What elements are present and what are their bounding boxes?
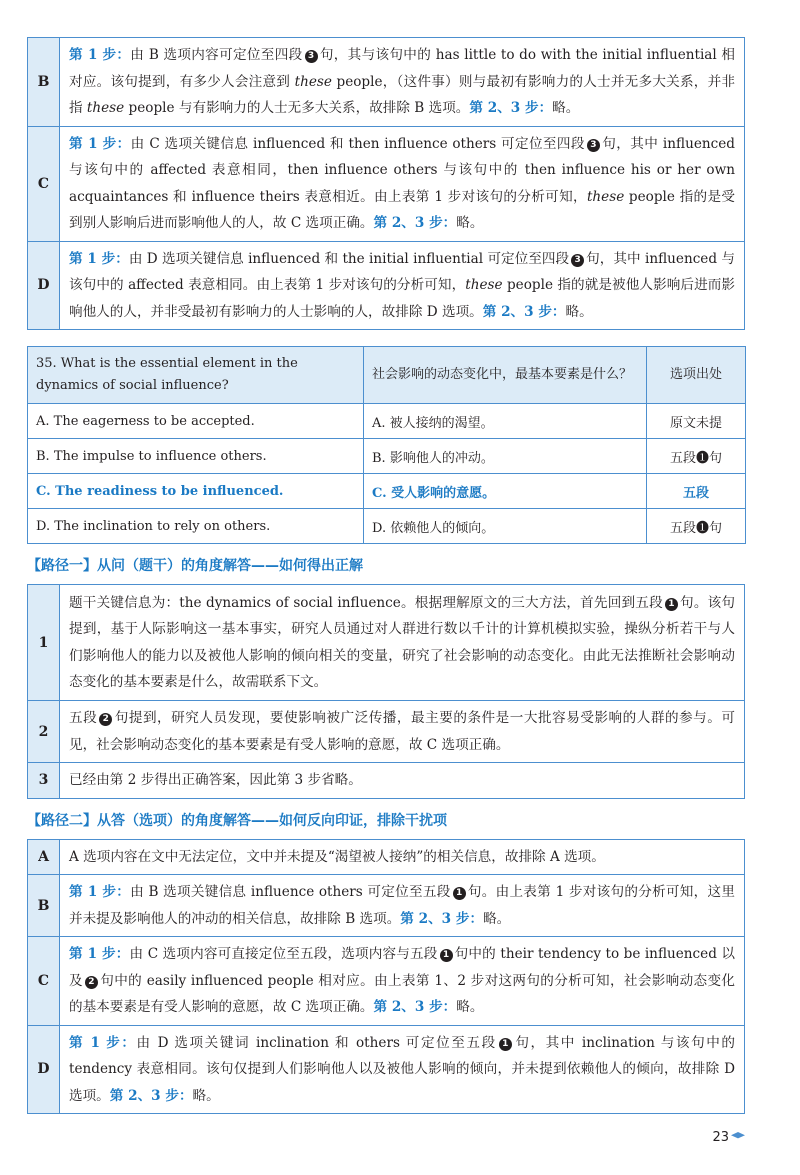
source-header: 选项出处 [647, 347, 746, 404]
text-run: 句，其中 influenced 与该句中的 affected 表意相同，then influence others 与该句中的 then influence his or her own acquaintances 和 influence theirs 表意相近。由上表第 1 步对该句的分析可知， [69, 135, 736, 205]
option-label: C [28, 937, 60, 1026]
option-row-c [28, 126, 745, 241]
path2-option-a [28, 839, 745, 875]
step-number: 1 [28, 585, 60, 701]
path2-option-d [28, 1025, 745, 1114]
step-label: 第 2、3 步： [400, 910, 484, 927]
option-label: D [28, 241, 60, 330]
text-run: 句，其与该句中的 has little to do with the initial influential 相对应。该句提到，有多少人会注意到 [69, 47, 735, 90]
path2-table [27, 839, 745, 1115]
text-run: these [465, 277, 503, 293]
choice-en: A. The eagerness to be accepted. [28, 404, 364, 439]
option-explanation [60, 38, 745, 127]
choice-zh: B. 影响他人的冲动。 [364, 439, 647, 474]
graduation-cap-icon [731, 1132, 745, 1140]
text-run: these [294, 73, 332, 90]
sentence-number-badge: 2 [99, 713, 112, 726]
choice-zh: A. 被人接纳的渴望。 [364, 404, 647, 439]
text-run: 句。该句提到，基于人际影响这一基本事实，研究人员通过对人群进行数以千计的计算机模拟实验，操纵分析若干与人们影响他人的能力以及被他人影响的倾向相关的变量，研究了社会影响的动态变化。由此无法推断社会影响动态变化的基本要素是什么，故需联系下文。 [69, 594, 735, 690]
sentence-number-badge: 1 [665, 598, 678, 611]
text-run: 略。 [456, 999, 484, 1015]
step-label: 第 2、3 步： [373, 215, 457, 231]
option-label: B [28, 875, 60, 937]
option-label: C [28, 126, 60, 241]
choice-zh: D. 依赖他人的倾向。 [364, 509, 647, 544]
text-run: 已经由第 2 步得出正确答案，因此第 3 步省略。 [69, 772, 362, 788]
step-label: 第 1 步： [69, 1034, 137, 1051]
option-explanation [60, 875, 745, 937]
text-run: 略。 [552, 100, 580, 116]
choice-source: 五段 [647, 474, 746, 509]
choice-row [28, 404, 746, 439]
question-zh: 社会影响的动态变化中，最基本要素是什么？ [364, 347, 647, 404]
text-run: 略。 [483, 910, 511, 927]
text-run: people 指的就是被他人影响后进而影响他人的人，并非受最初有影响力的人士影响的人，故排除 D 选项。 [69, 277, 736, 320]
path1-heading: 【路径一】从问（题干）的角度解答——如何得出正解 [27, 558, 363, 574]
text-run: 句，其中 influenced 与该句中的 affected 表意相同。由上表第 1 步对该句的分析可知， [69, 250, 735, 293]
question-table [27, 346, 746, 544]
text-run: 由 D 选项关键词 inclination 和 others 可定位至五段 [136, 1034, 497, 1051]
step-label: 第 2、3 步： [482, 303, 566, 320]
choice-zh: C. 受人影响的意愿。 [364, 474, 647, 509]
option-label: A [28, 839, 60, 875]
sentence-number-badge: 1 [499, 1038, 512, 1051]
sentence-number-badge: 1 [453, 887, 466, 900]
choice-en: B. The impulse to influence others. [28, 439, 364, 474]
option-explanation [60, 937, 745, 1026]
sentence-number-badge: 3 [305, 50, 318, 63]
path1-table [27, 584, 745, 799]
choice-source: 五段❶句 [647, 439, 746, 474]
sentence-number-badge: 2 [85, 976, 98, 989]
path1-step-2 [28, 701, 745, 763]
step-label: 第 2、3 步： [469, 100, 553, 116]
text-run: these [586, 188, 625, 205]
step-label: 第 2、3 步： [373, 999, 457, 1015]
step-label: 第 2、3 步： [109, 1087, 193, 1104]
step-label: 第 1 步： [69, 135, 131, 152]
option-label: B [28, 38, 60, 127]
step-label: 第 1 步： [69, 47, 131, 63]
text-run: 略。 [565, 303, 593, 320]
text-run: 题干关键信息为：the dynamics of social influence。根据理解原文的三大方法，首先回到五段 [69, 594, 663, 611]
step-label: 第 1 步： [69, 250, 129, 267]
option-row-b [28, 38, 745, 127]
text-run: 句。由上表第 1 步对该句的分析可知，这里并未提及影响他人的冲动的相关信息，故排除 B 选项。 [69, 884, 735, 927]
text-run: 略。 [456, 215, 484, 231]
option-label: D [28, 1025, 60, 1114]
choice-source: 原文未提 [647, 404, 746, 439]
choice-en: C. The readiness to be influenced. [28, 474, 364, 509]
choice-row [28, 509, 746, 544]
step-explanation [60, 701, 745, 763]
page-number-text: 23 [712, 1130, 729, 1145]
text-run: 句提到，研究人员发现，要使影响被广泛传播，最主要的条件是一大批容易受影响的人群的参与。可见，社会影响动态变化的基本要素是有受人影响的意愿，故 C 选项正确。 [69, 710, 735, 753]
text-run: 略。 [192, 1087, 220, 1104]
choice-en: D. The inclination to rely on others. [28, 509, 364, 544]
path2-option-c [28, 937, 745, 1026]
text-run: 由 B 选项内容可定位至四段 [130, 47, 303, 63]
text-run: people 与有影响力的人士无多大关系，故排除 B 选项。 [124, 100, 470, 116]
text-run: these [86, 100, 125, 116]
text-run: people，（这件事）则与最初有影响力的人士并无多大关系，并非指 [69, 73, 736, 116]
text-run: A 选项内容在文中无法定位，文中并未提及“渴望被人接纳”的相关信息，故排除 A 选项。 [69, 848, 605, 865]
text-run: people 指的是受到别人影响后进而影响他人的人，故 C 选项正确。 [69, 188, 735, 231]
text-run: 由 D 选项关键信息 influenced 和 the initial influential 可定位至四段 [128, 250, 570, 267]
choice-row-correct [28, 474, 746, 509]
text-run: 句中的 easily influenced people 相对应。由上表第 1、2 步对这两句的分析可知，社会影响动态变化的基本要素是有受人影响的意愿，故 C 选项正确。 [69, 972, 735, 1015]
path1-step-1 [28, 585, 745, 701]
choice-row [28, 439, 746, 474]
text-run: 由 C 选项关键信息 influenced 和 then influence others 可定位至四段 [130, 135, 585, 152]
path1-step-3 [28, 763, 745, 799]
sentence-number-badge: 3 [587, 139, 600, 152]
option-explanation [60, 241, 745, 330]
choice-source: 五段❶句 [647, 509, 746, 544]
top-options-table [27, 37, 745, 330]
text-run: 句，其中 inclination 与该句中的 tendency 表意相同。该句仅提到人们影响他人以及被他人影响的倾向，并未提到依赖他人的倾向，故排除 D 选项。 [69, 1034, 735, 1104]
page-number [712, 1130, 745, 1145]
path2-heading: 【路径二】从答（选项）的角度解答——如何反向印证，排除干扰项 [27, 812, 447, 829]
text-run: 句中的 their tendency to be influenced 以及 [69, 946, 735, 989]
question-header-row [28, 347, 746, 404]
text-run: 由 C 选项内容可直接定位至五段，选项内容与五段 [129, 946, 438, 962]
step-label: 第 1 步： [69, 884, 131, 900]
sentence-number-badge: 1 [440, 949, 453, 962]
sentence-number-badge: 3 [571, 254, 584, 267]
text-run: 五段 [69, 710, 98, 726]
option-row-d [28, 241, 745, 330]
option-explanation [60, 1025, 745, 1114]
step-number: 3 [28, 763, 60, 799]
question-en: 35. What is the essential element in the dynamics of social influence? [28, 347, 364, 404]
path2-option-b [28, 875, 745, 937]
step-explanation [60, 763, 745, 799]
step-label: 第 1 步： [69, 946, 130, 962]
option-explanation [60, 839, 745, 875]
step-explanation [60, 585, 745, 701]
option-explanation [60, 126, 745, 241]
step-number: 2 [28, 701, 60, 763]
text-run: 由 B 选项关键信息 influence others 可定位至五段 [130, 884, 451, 900]
